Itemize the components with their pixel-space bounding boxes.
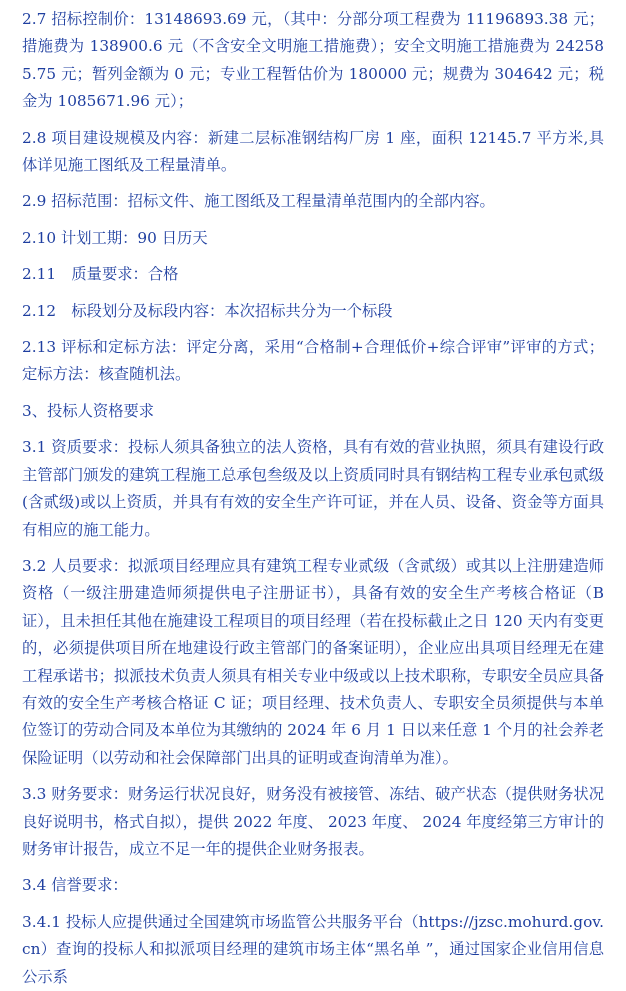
section-2-9-bid-scope: 2.9 招标范围：招标文件、施工图纸及工程量清单范围内的全部内容。 bbox=[22, 192, 495, 211]
section-2-10-planned-duration: 2.10 计划工期：90 日历天 bbox=[22, 228, 208, 247]
section-2-12-lot-division: 2.12 标段划分及标段内容：本次招标共分为一个标段 bbox=[22, 301, 393, 320]
section-3-4-1-blacklist-check: 3.4.1 投标人应提供通过全国建筑市场监管公共服务平台（https://jzsc.mohurd.gov.cn）查询的投标人和拟派项目经理的建筑市场主体“黑名单 ”，通过国家企业信用信息公示系 bbox=[22, 912, 604, 986]
section-2-7-bid-control-price: 2.7 招标控制价：13148693.69 元，（其中：分部分项工程费为 11196893.38 元；措施费为 138900.6 元（不含安全文明施工措施费）；安全文明施工措施费为 242585.75 元；暂列金额为 0 元；专业工程暂估价为 180000 元；规费为 304642 元；税金为 1085671.96 元）； bbox=[22, 10, 604, 111]
section-2-8-project-scale: 2.8 项目建设规模及内容：新建二层标准钢结构厂房 1 座，面积 12145.7 平方米,具体详见施工图纸及工程量清单。 bbox=[22, 128, 604, 175]
section-3-heading: 3、投标人资格要求 bbox=[22, 401, 155, 420]
section-2-13-evaluation-method: 2.13 评标和定标方法：评定分离，采用“合格制+合理低价+综合评审”评审的方式；定标方法：核查随机法。 bbox=[22, 338, 604, 384]
section-3-4-credit: 3.4 信誉要求： bbox=[22, 876, 128, 895]
section-3-3-financial: 3.3 财务要求：财务运行状况良好，财务没有被接管、冻结、破产状态（提供财务状况良好说明书，格式自拟），提供 2022 年度、 2023 年度、 2024 年度经第三方审计的财务审计报告，成立不足一年的提供企业财务报表。 bbox=[22, 785, 604, 858]
section-3-2-personnel: 3.2 人员要求：拟派项目经理应具有建筑工程专业贰级（含贰级）或其以上注册建造师资格（一级注册建造师须提供电子注册证书），具备有效的安全生产考核合格证（B 证），且未担任其他在施建设工程项目的项目经理（若在投标截止之日 120 天内有变更的，必须提供项目所在地建设行政主管部门的备案证明），企业应出具项目经理无在建工程承诺书；拟派技术负责人须具有相关专业中级或以上技术职称，专职安全员应具备有效的安全生产考核合格证 C 证；项目经理、技术负责人、专职安全员须提供与本单位签订的劳动合同及本单位为其缴纳的 2024 年 6 月 1 日以来任意 1 个月的社会养老保险证明（以劳动和社会保障部门出具的证明或查询清单为准）。 bbox=[22, 556, 604, 767]
section-3-1-qualification: 3.1 资质要求：投标人须具备独立的法人资格，具有有效的营业执照，须具有建设行政主管部门颁发的建筑工程施工总承包叁级及以上资质同时具有钢结构工程专业承包贰级(含贰级)或以上资质，并具有有效的安全生产许可证，并在人员、设备、资金等方面具有相应的施工能力。 bbox=[22, 438, 604, 539]
section-2-11-quality-requirement: 2.11 质量要求：合格 bbox=[22, 265, 179, 284]
